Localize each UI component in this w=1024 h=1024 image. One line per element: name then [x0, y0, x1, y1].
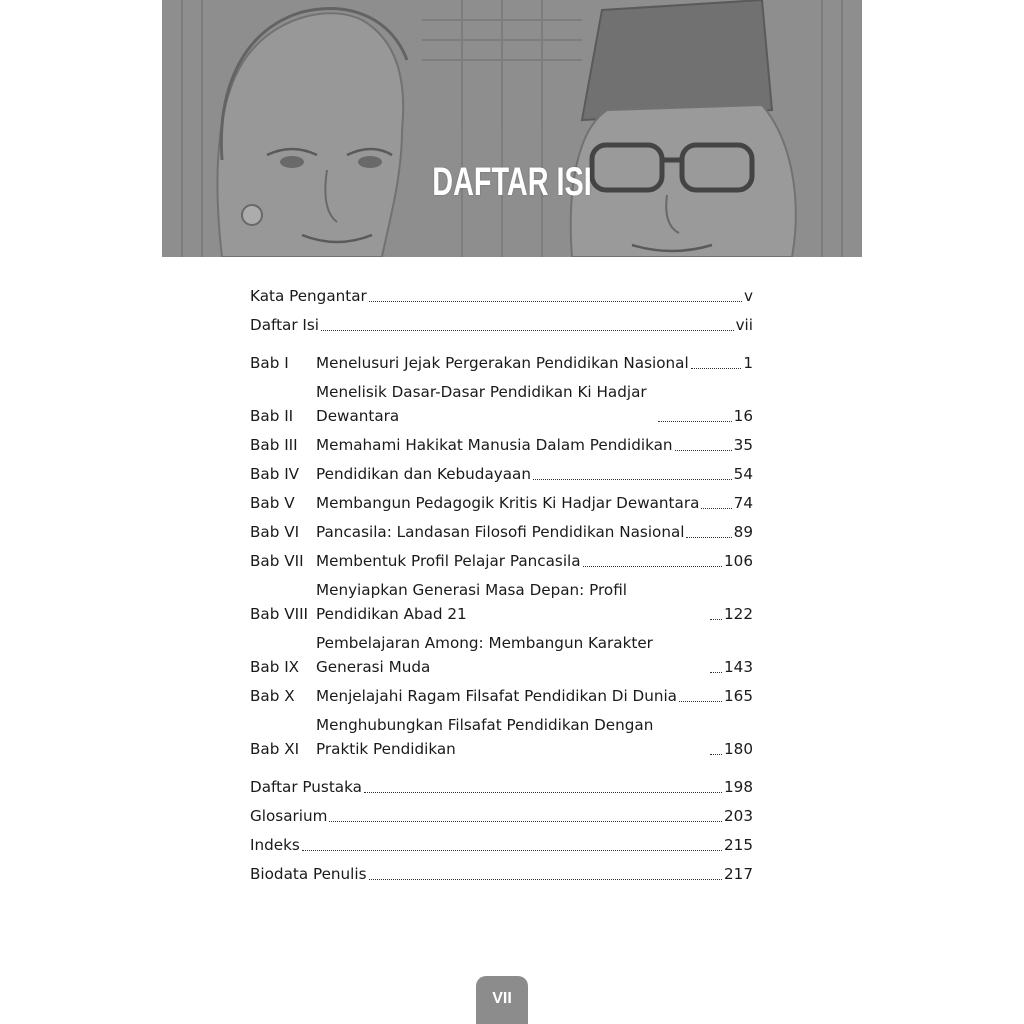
toc-title: Indeks [250, 836, 300, 854]
toc-row-chapter-7[interactable] [250, 549, 753, 573]
chapter-number: Bab IV [250, 465, 300, 483]
toc-title: Menjelajahi Ragam Filsafat Pendidikan Di Dunia [316, 687, 677, 705]
dot-leader [686, 537, 731, 538]
toc-page: 74 [733, 494, 753, 512]
dot-leader [675, 450, 732, 451]
toc-row-chapter-9[interactable] [250, 631, 753, 679]
header-banner [162, 0, 862, 257]
toc-row-chapter-2[interactable] [250, 380, 753, 428]
dot-leader [302, 850, 722, 851]
dot-leader [679, 701, 722, 702]
toc-row-chapter-6[interactable] [250, 520, 753, 544]
portrait-right [571, 0, 796, 257]
toc-page: vii [735, 316, 753, 334]
toc-title: Glosarium [250, 807, 328, 825]
toc-row-back-0[interactable] [250, 775, 753, 799]
toc-page: 122 [724, 605, 753, 623]
toc-title: Daftar Pustaka [250, 778, 362, 796]
toc-row-chapter-10[interactable] [250, 684, 753, 708]
dot-leader [710, 619, 722, 620]
toc-row-chapter-5[interactable] [250, 491, 753, 515]
toc-page: 1 [743, 354, 753, 372]
chapter-number: Bab VIII [250, 605, 309, 623]
toc-page: 180 [724, 740, 753, 758]
dot-leader [369, 301, 742, 302]
chapter-number: Bab I [250, 354, 289, 372]
toc-title: Menelusuri Jejak Pergerakan Pendidikan Nasional [316, 354, 689, 372]
toc-page: 54 [733, 465, 753, 483]
page-title: DAFTAR ISI [432, 160, 592, 204]
dot-leader [533, 479, 732, 480]
toc-row-chapter-8[interactable] [250, 578, 753, 626]
table-of-contents [250, 284, 753, 891]
chapter-number: Bab X [250, 687, 295, 705]
dot-leader [691, 368, 742, 369]
chapter-number: Bab IX [250, 658, 300, 676]
dot-leader [364, 792, 722, 793]
chapter-number: Bab VI [250, 523, 300, 541]
toc-row-chapter-3[interactable] [250, 433, 753, 457]
chapter-number: Bab XI [250, 740, 300, 758]
toc-page: 215 [724, 836, 753, 854]
toc-title: Pancasila: Landasan Filosofi Pendidikan Nasional [316, 523, 685, 541]
dot-leader [329, 821, 722, 822]
toc-title: Pendidikan dan Kebudayaan [316, 465, 531, 483]
dot-leader [321, 330, 734, 331]
toc-page: 16 [733, 407, 753, 425]
toc-row-chapter-11[interactable] [250, 713, 753, 761]
toc-row-chapter-1[interactable] [250, 351, 753, 375]
toc-title: Membentuk Profil Pelajar Pancasila [316, 552, 581, 570]
dot-leader [710, 754, 722, 755]
toc-row-back-2[interactable] [250, 833, 753, 857]
toc-page: 35 [733, 436, 753, 454]
toc-page: 198 [724, 778, 753, 796]
toc-title: Kata Pengantar [250, 287, 367, 305]
toc-title: Menyiapkan Generasi Masa Depan: Profil Pendidikan Abad 21 [316, 581, 628, 623]
toc-row-front-0[interactable] [250, 284, 753, 308]
toc-title: Pembelajaran Among: Membangun Karakter Generasi Muda [316, 634, 653, 676]
dot-leader [658, 421, 732, 422]
dot-leader [583, 566, 722, 567]
chapter-number: Bab II [250, 407, 294, 425]
toc-title: Membangun Pedagogik Kritis Ki Hadjar Dewantara [316, 494, 700, 512]
toc-page: 143 [724, 658, 753, 676]
toc-page: 203 [724, 807, 753, 825]
toc-title: Biodata Penulis [250, 865, 367, 883]
chapter-number: Bab V [250, 494, 295, 512]
toc-page: 89 [733, 523, 753, 541]
dot-leader [701, 508, 731, 509]
toc-page: 217 [724, 865, 753, 883]
toc-row-back-1[interactable] [250, 804, 753, 828]
toc-row-chapter-4[interactable] [250, 462, 753, 486]
toc-row-front-1[interactable] [250, 313, 753, 337]
chapter-number: Bab VII [250, 552, 304, 570]
toc-title: Daftar Isi [250, 316, 320, 334]
toc-row-back-3[interactable] [250, 862, 753, 886]
dot-leader [369, 879, 722, 880]
portrait-illustration [162, 0, 862, 257]
toc-page: 165 [724, 687, 753, 705]
page-number-tab: VII [476, 976, 528, 1024]
toc-title: Memahami Hakikat Manusia Dalam Pendidikan [316, 436, 673, 454]
toc-title: Menghubungkan Filsafat Pendidikan Dengan Praktik Pendidikan [316, 716, 654, 758]
chapter-number: Bab III [250, 436, 298, 454]
toc-page: 106 [724, 552, 753, 570]
toc-page: v [744, 287, 753, 305]
toc-title: Menelisik Dasar-Dasar Pendidikan Ki Hadjar Dewantara [316, 383, 647, 425]
dot-leader [710, 672, 722, 673]
